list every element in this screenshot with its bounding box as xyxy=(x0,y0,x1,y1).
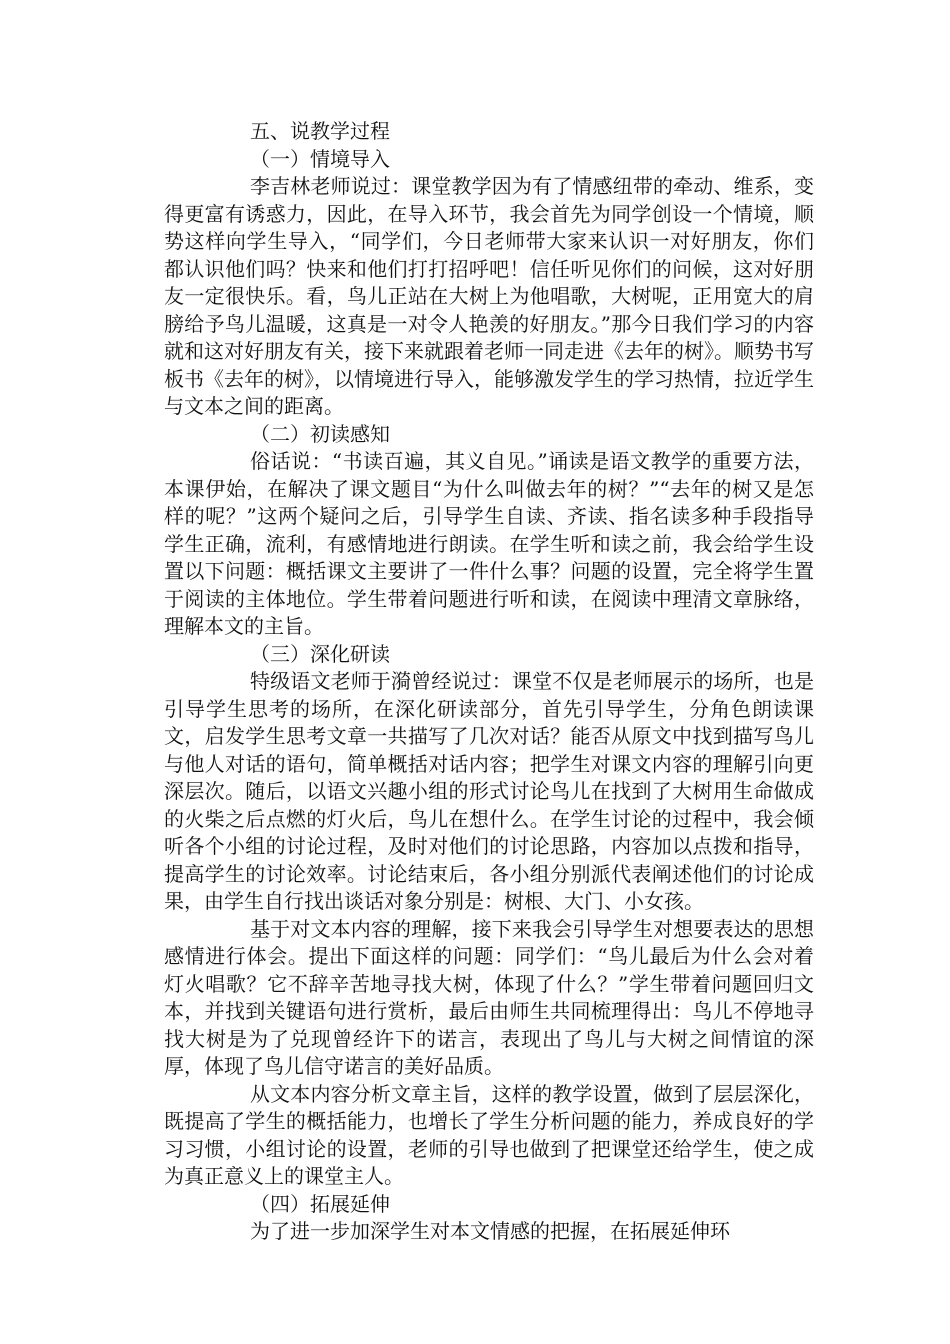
section-heading: 五、说教学过程 xyxy=(250,119,390,143)
paragraph: 俗话说：“书读百遍，其义自见。”诵读是语文教学的重要方法，本课伊始，在解决了课文题目“为什么叫做去年的树？”“去年的树又是怎样的呢？”这两个疑问之后，引导学生自读、齐读、指名读多种手段指导学生正确，流利，有感情地进行朗读。在学生听和读之前，我会给学生设置以下问题：概括课文主要讲了一件什么事？问题的设置，完全将学生置于阅读的主体地位。学生带着问题进行听和读，在阅读中理清文章脉络，理解本文的主旨。 xyxy=(164,449,814,638)
subsection-title: （一）情境导入 xyxy=(250,146,390,171)
paragraph: 李吉林老师说过：课堂教学因为有了情感纽带的牵动、维系，变得更富有诱惑力，因此，在导入环节，我会首先为同学创设一个情境，顺势这样向学生导入，“同学们，今日老师带大家来认识一对好朋友，你们都认识他们吗？快来和他们打打招呼吧！信任听见你们的问候，这对好朋友一定很快乐。看，鸟儿正站在大树上为他唱歌，大树呢，正用宽大的肩膀给予鸟儿温暖，这真是一对令人艳羡的好朋友。”那今日我们学习的内容就和这对好朋友有关，接下来就跟着老师一同走进《去年的树》。顺势书写板书《去年的树》，以情境进行导入，能够激发学生的学习热情，拉近学生与文本之间的距离。 xyxy=(164,174,814,418)
subsection-title: （四）拓展延伸 xyxy=(250,1191,390,1216)
paragraph: 基于对文本内容的理解，接下来我会引导学生对想要表达的思想感情进行体会。提出下面这样的问题：同学们：“鸟儿最后为什么会对着灯火唱歌？它不辞辛苦地寻找大树，体现了什么？”学生带着问题回归文本，并找到关键语句进行赏析，最后由师生共同梳理得出：鸟儿不停地寻找大树是为了兑现曾经许下的诺言，表现出了鸟儿与大树之间情谊的深厚，体现了鸟儿信守诺言的美好品质。 xyxy=(164,916,814,1078)
paragraph: 特级语文老师于漪曾经说过：课堂不仅是老师展示的场所，也是引导学生思考的场所，在深化研读部分，首先引导学生，分角色朗读课文，启发学生思考文章一共描写了几次对话？能否从原文中找到描写鸟儿与他人对话的语句，简单概括对话内容；把学生对课文内容的理解引向更深层次。随后，以语文兴趣小组的形式讨论鸟儿在找到了大树用生命做成的火柴之后点燃的灯火后，鸟儿在想什么。在学生讨论的过程中，我会倾听各个小组的讨论过程，及时对他们的讨论思路，内容加以点拨和指导，提高学生的讨论效率。讨论结束后，各小组分别派代表阐述他们的讨论成果，由学生自行找出谈话对象分别是：树根、大门、小女孩。 xyxy=(164,669,814,913)
document-body xyxy=(164,118,814,1246)
subsection-title: （二）初读感知 xyxy=(250,421,390,446)
subsection-title: （三）深化研读 xyxy=(250,641,390,666)
paragraph: 从文本内容分析文章主旨，这样的教学设置，做到了层层深化，既提高了学生的概括能力，也增长了学生分析问题的能力，养成良好的学习习惯，小组讨论的设置，老师的引导也做到了把课堂还给学生，使之成为真正意义上的课堂主人。 xyxy=(164,1081,814,1188)
paragraph: 为了进一步加深学生对本文情感的把握，在拓展延伸环 xyxy=(250,1219,730,1243)
